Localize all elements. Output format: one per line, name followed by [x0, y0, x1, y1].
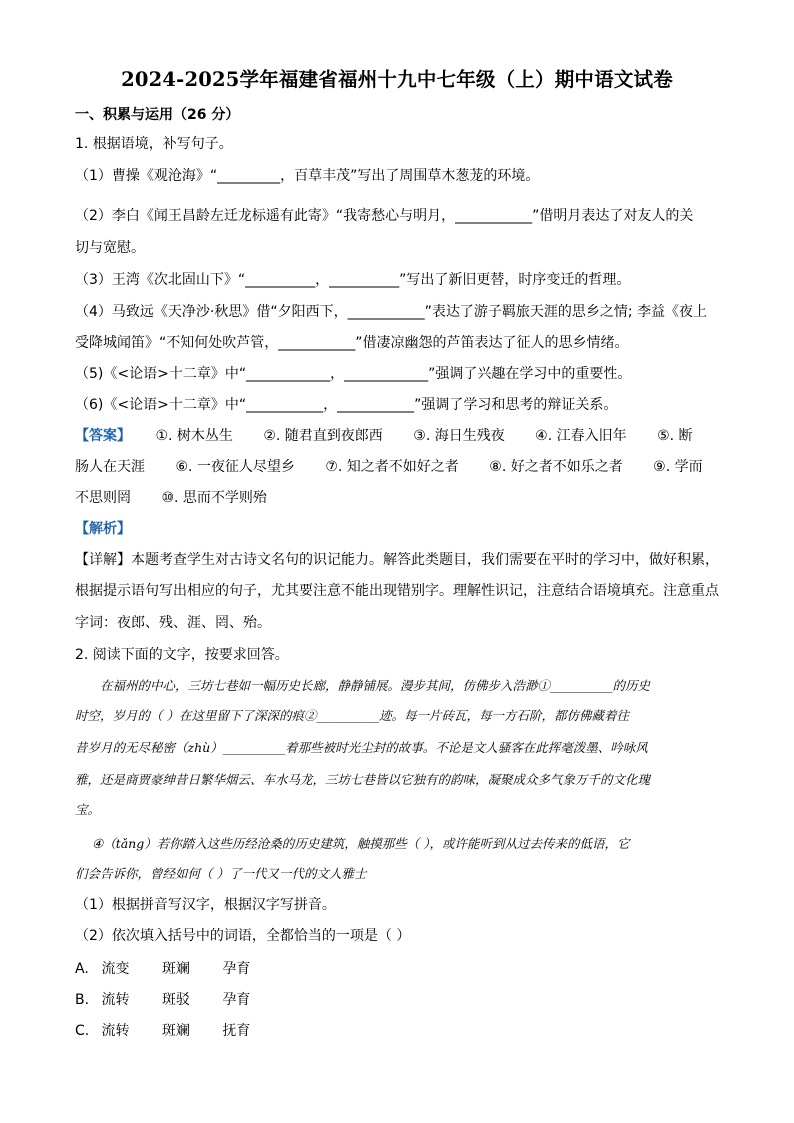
option-letter: A.	[75, 961, 89, 977]
answer-line-1	[75, 426, 693, 446]
q1-item-6: （6)《<论语>十二章》中“___________，___________”强调了学习和思考的辩证关系。	[75, 397, 618, 413]
passage-text: 在福州的中心，三坊七巷如一幅历史长廊，静静铺展。漫步其间，仿佛步入浩渺①__________的历史	[100, 678, 651, 693]
q1-item-1: （1）曹操《观沧海》“_________，百草丰茂”写出了周围草木葱茏的环境。	[75, 168, 540, 184]
answer-item: ①. 树木丛生	[155, 428, 233, 444]
passage-line: 宝。	[75, 802, 101, 817]
q1-item-3: （3）王湾《次北固山下》“__________，__________”写出了新旧更替，时序变迁的哲理。	[75, 272, 631, 288]
q1-item-4-cont: 受降城闻笛》“不知何处吹芦管，___________”借凄凉幽怨的芦笛表达了征人的思乡情绪。	[75, 335, 629, 351]
detail-line: 根据提示语句写出相应的句子，尤其要注意不能出现错别字。理解性识记，注意结合语境填充。注意重点	[75, 583, 719, 599]
option-c[interactable]	[75, 1020, 250, 1040]
answer-label: 【答案】	[75, 428, 131, 444]
analysis-heading	[75, 519, 131, 539]
q1-item-2-cont: 切与宽慰。	[75, 240, 145, 256]
option-word: 斑驳	[161, 992, 190, 1008]
q2-stem: 2. 阅读下面的文字，按要求回答。	[75, 647, 289, 663]
passage-line: 昔岁月的无尽秘密（zhù）__________着那些被时光尘封的故事。不论是文人骚客在此挥毫泼墨、吟咏风	[75, 740, 648, 755]
q1-item-4: （4）马致远《天净沙·秋思》借“夕阳西下，___________”表达了游子羁旅天涯的思乡之情; 李益《夜上	[75, 304, 708, 320]
option-word: 孕育	[222, 992, 251, 1008]
passage-line: ④（tǎng）若你踏入这些历经沧桑的历史建筑，触摸那些（ ），或许能听到从过去传来的低语，它	[92, 836, 630, 851]
answer-item: ④. 江春入旧年	[535, 428, 627, 444]
answer-line-2	[75, 457, 703, 477]
q1-item-5: （5)《<论语>十二章》中“____________，____________”强调了兴趣在学习中的重要性。	[75, 366, 632, 382]
q2-sub-1: （1）根据拼音写汉字，根据汉字写拼音。	[75, 897, 336, 913]
answer-item: ⑥. 一夜征人尽望乡	[175, 459, 295, 475]
option-word: 流转	[101, 1023, 130, 1039]
option-word: 斑斓	[161, 1023, 190, 1039]
option-a[interactable]	[75, 958, 250, 978]
answer-item: ⑦. 知之者不如好之者	[325, 459, 459, 475]
answer-item: ⑤. 断	[657, 428, 693, 444]
answer-item: ②. 随君直到夜郎西	[263, 428, 383, 444]
answer-item: ⑨. 学而	[653, 459, 703, 475]
passage-line: 雅，还是商贾豪绅昔日繁华烟云、车水马龙，三坊七巷皆以它独有的韵味，凝聚成众多气象万千的文化瑰	[75, 772, 651, 787]
option-letter: C.	[75, 1023, 90, 1039]
option-word: 抚育	[222, 1023, 251, 1039]
section-heading: 一、积累与运用（26 分）	[75, 107, 240, 123]
answer-item: ⑩. 思而不学则殆	[161, 490, 267, 506]
analysis-label: 【解析】	[75, 521, 131, 537]
passage-line	[100, 676, 745, 696]
page-title: 2024-2025学年福建省福州十九中七年级（上）期中语文试卷	[121, 68, 673, 91]
q1-item-2: （2）李白《闻王昌龄左迁龙标遥有此寄》“我寄愁心与明月，___________”借明月表达了对友人的关	[75, 208, 694, 224]
option-letter: B.	[75, 992, 90, 1008]
answer-item: 不思则罔	[75, 490, 131, 506]
answer-line-3	[75, 488, 267, 508]
detail-line: 【详解】本题考查学生对古诗文名句的识记能力。解答此类题目，我们需要在平时的学习中，做好积累，	[75, 552, 719, 568]
option-word: 流转	[101, 992, 130, 1008]
q1-stem: 1. 根据语境，补写句子。	[75, 136, 233, 152]
detail-line: 字词：夜郎、残、涯、罔、殆。	[75, 615, 271, 631]
passage-line: 时空，岁月的（ ）在这里留下了深深的痕②__________迹。每一片砖瓦，每一方石阶，都仿佛藏着往	[75, 708, 629, 723]
answer-item: ⑧. 好之者不如乐之者	[489, 459, 623, 475]
option-word: 斑斓	[161, 961, 190, 977]
passage-line: 们会告诉你，曾经如何（ ）了一代又一代的文人雅士	[75, 866, 367, 881]
option-word: 流变	[101, 961, 130, 977]
q2-sub-2: （2）依次填入括号中的词语，全都恰当的一项是（ ）	[75, 928, 411, 944]
answer-item: 肠人在天涯	[75, 459, 145, 475]
option-word: 孕育	[222, 961, 251, 977]
answer-item: ③. 海日生残夜	[413, 428, 505, 444]
option-b[interactable]	[75, 989, 250, 1009]
